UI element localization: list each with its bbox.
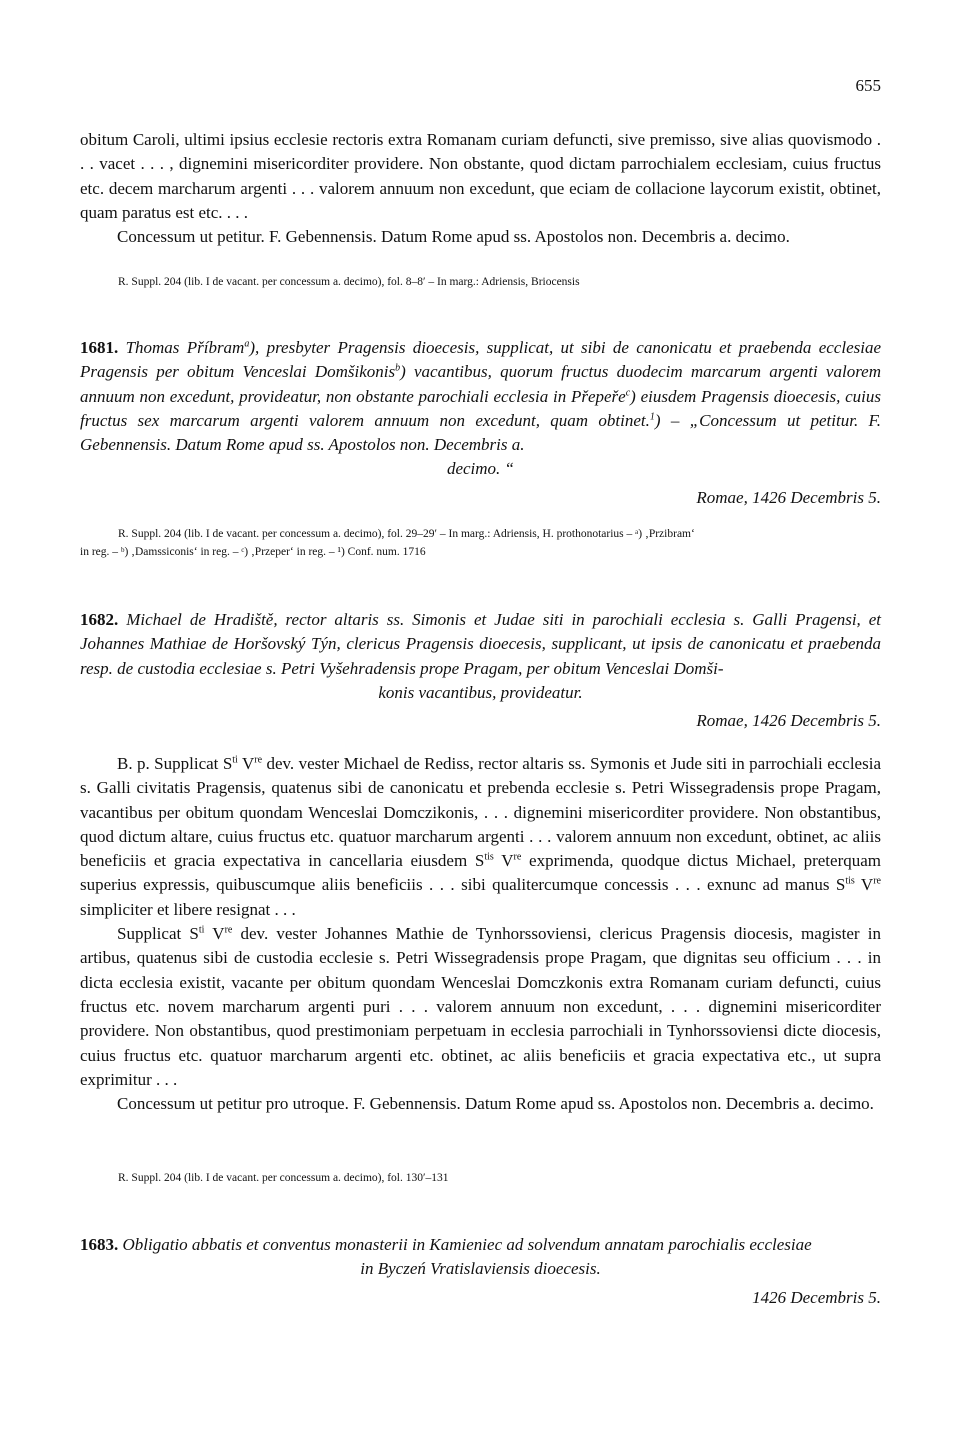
entry-1682-regest-end: konis vacantibus, provideatur.: [378, 682, 583, 702]
entry-1682-regest: 1682. Michael de Hradiště, rector altaris ss. Simonis et Judae siti in parochiali ecclesia s. Galli Pragensi, et Johannes Mathiae de Horšovský Týn, clericus Pragensis dioecesis, supplicant, ut ipsis de canonicatu et praebenda resp. de custodia ecclesiae s. Petri Vyšehradensis prope Pragam, per obitum Venceslai Domši-: [80, 610, 882, 678]
page-number: 655: [855, 76, 881, 95]
entry-1681-regest: 1681. Thomas Příbram$^a$), presbyter Pragensis dioecesis, supplicat, ut sibi de canonicatu et praebenda ecclesiae Pragensis per obitum Venceslai Domšikonis$^b$) vacantibus, quorum fructus duodecim marcarum argenti valorem annuum non excedunt, provideatur, non obstante parochiali ecclesia in Přepeře$^c$) eiusdem Pragensis dioecesis, cuius fructus sex marcarum argenti valorem annuum non excedunt, quam obtinet.$^1$) – „Concessum ut petitur. F. Gebennensis. Datum Rome apud ss. Apostolos non. Decembris a.: [80, 338, 882, 455]
entry-1682-date: Romae, 1426 Decembris 5.: [696, 711, 881, 731]
entry-1682: [80, 608, 881, 733]
entry-1682-text: [80, 752, 881, 1116]
source-note: R. Suppl. 204 (lib. I de vacant. per concessum a. decimo), fol. 130′–131: [118, 1172, 449, 1184]
entry-1683-date: 1426 Decembris 5.: [752, 1287, 881, 1307]
entry-1681-source: [80, 525, 881, 561]
concession-paragraph: Concessum ut petitur pro utroque. F. Gebennensis. Datum Rome apud ss. Apostolos non. Decembris a. decimo.: [117, 1094, 874, 1114]
continuation-paragraph: obitum Caroli, ultimi ipsius ecclesie rectoris extra Romanam curiam defuncti, sive premisso, sive alias quovismodo . . . vacet . . . , dignemini misericorditer providere. Non obstante, quod dictam parrochialem ecclesiam, cuius fructus etc. decem marcharum argenti . . . valorem annuum non excedunt, que eciam de collacione laycorum existit, obtinet, quam paratus est etc. . . .: [80, 130, 881, 222]
entry-number: 1682.: [80, 610, 119, 629]
entry-1683-regest: 1683. Obligatio abbatis et conventus monasterii in Kamieniec ad solvendum annatam parochialis ecclesiae: [80, 1235, 812, 1254]
source-note: R. Suppl. 204 (lib. I de vacant. per concessum a. decimo), fol. 8–8′ – In marg.: Adriensis, Briocensis: [118, 276, 580, 288]
entry-1681-date: Romae, 1426 Decembris 5.: [696, 487, 881, 507]
supplication-paragraph: Supplicat $S^{ti}$ Vre dev. vester Johannes Mathie de Tynhorssoviensi, clericus Pragensis diocesis, magister in artibus, quatenus sibi de custodia ecclesie s. Petri Wissegradensis prope Pragam, que dignitas seu officium . . . in dicta ecclesia existit, vacante per obitum quondam Wenceslai Domczkonis extra Romanam curiam defuncti, cuius fructus etc. novem marcharum argenti puri . . . valorem annuum non excedunt, . . . dignemini misericorditer providere. Non obstantibus, quod prestimoniam perpetuam in ecclesia parrochiali in Tynhorssoviensi dicte diocesis, cuius fructus etc. quatuor marcharum argenti etc. obtinet, ac aliis beneficiis et gracia expectativa etc., ut supra exprimitur . . .: [80, 924, 881, 1089]
source-line: R. Suppl. 204 (lib. I de vacant. per concessum a. decimo), fol. 29–29′ – In marg.: Adriensis, H. prothonotarius – ᵃ) ‚Przibram‘: [118, 528, 695, 540]
supplication-paragraph: B. p. Supplicat $S^{ti}$ Vre dev. vester Michael de Rediss, rector altaris ss. Symonis et Jude siti in parrochiali ecclesia s. Galli civitatis Pragensis, quatenus sibi de canonicatu et prebenda ecclesie s. Petri Wissegradensis prope Pragam, vacantibus per obitum quondam Wenceslai Domczikonis, . . . dignemini misericorditer providere. Non obstantibus, quod dictum altare, cuius fructus etc. quatuor marcharum argenti . . . valorem annuum non excedunt, obtinet, ac aliis beneficiis et gracia expectativa in cancellaria eiusdem $S^{tis}$ Vre exprimenda, quodque dictus Michael, preterquam superius expressis, quibuscumque aliis beneficiis . . . sibi qualitercumque concessis . . . exnunc ad manus $S^{tis}$ Vre simpliciter et libere resignat . . .: [80, 754, 881, 919]
entry-1683: [80, 1233, 881, 1310]
entry-number: 1681.: [80, 338, 119, 357]
concession-paragraph: Concessum ut petitur. F. Gebennensis. Datum Rome apud ss. Apostolos non. Decembris a. decimo.: [117, 227, 790, 247]
entry-1683-regest-end: in Byczeń Vratislaviensis dioecesis.: [360, 1259, 601, 1279]
entry-number: 1683.: [80, 1235, 119, 1254]
entry-1681: [80, 336, 881, 510]
continuation-block: [80, 128, 881, 249]
source-line: in reg. – ᵇ) ‚Damssiconis‘ in reg. – ᶜ) ‚Przeper‘ in reg. – ¹) Conf. num. 1716: [80, 546, 426, 558]
entry-1681-regest-end: decimo. “: [446, 459, 515, 479]
